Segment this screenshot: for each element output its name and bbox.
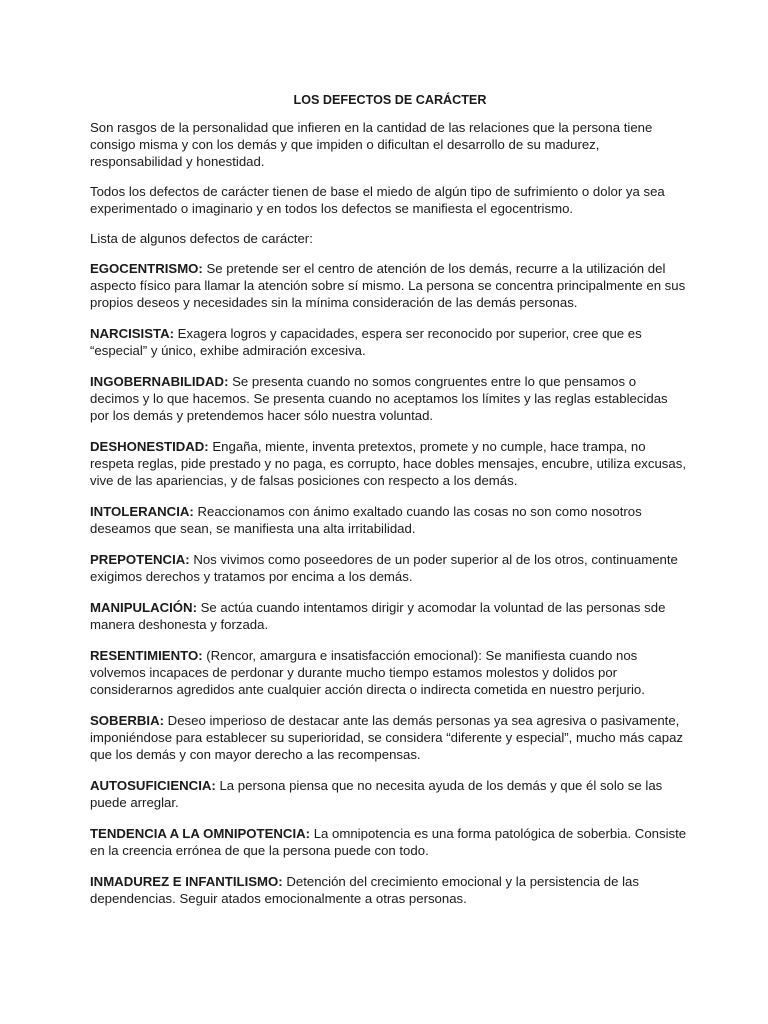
entry-term: INMADUREZ E INFANTILISMO: (90, 874, 283, 889)
intro-paragraph-definition: Son rasgos de la personalidad que infieren en la cantidad de las relaciones que la persona tiene consigo misma y con los demás y que impiden o dificultan el desarrollo de su madurez, responsabilidad y honestidad. (90, 120, 653, 169)
entry-intolerancia (90, 503, 688, 537)
entry-text: Exagera logros y capacidades, espera ser reconocido por superior, cree que es “especial” y único, exhibe admiración excesiva. (90, 326, 642, 358)
entry-autosuficiencia (90, 777, 688, 811)
entry-narcisista (90, 325, 688, 359)
entry-term: RESENTIMIENTO: (90, 648, 203, 663)
entry-term: SOBERBIA: (90, 713, 164, 728)
entry-egocentrismo (90, 260, 688, 311)
entry-term: MANIPULACIÓN: (90, 600, 197, 615)
entry-text: Deseo imperioso de destacar ante las demás personas ya sea agresiva o pasivamente, imponiéndose para establecer su superioridad, se considera “diferente y especial”, mucho más capaz que los demás y con mayor derecho a las recompensas. (90, 713, 684, 762)
entry-prepotencia (90, 551, 688, 585)
entry-text: Nos vivimos como poseedores de un poder superior al de los otros, continuamente exigimos derechos y tratamos por encima a los demás. (90, 552, 678, 584)
entry-text: Engaña, miente, inventa pretextos, promete y no cumple, hace trampa, no respeta reglas, pide prestado y no paga, es corrupto, hace dobles mensajes, encubre, utiliza excusas, vive de las apariencias, y de falsas posiciones con respecto a los demás. (90, 439, 686, 488)
entry-term: NARCISISTA: (90, 326, 175, 341)
entry-text: Se presenta cuando no somos congruentes entre lo que pensamos o decimos y lo que hacemos. Se presenta cuando no aceptamos los límites y las reglas establecidas por los demás y pretendemos hacer sólo nuestra voluntad. (90, 374, 668, 423)
entry-text: Se pretende ser el centro de atención de los demás, recurre a la utilización del aspecto físico para llamar la atención sobre sí mismo. La persona se concentra principalmente en sus propios deseos y necesidades sin la mínima consideración de las demás personas. (90, 261, 686, 310)
entry-term: INGOBERNABILIDAD: (90, 374, 229, 389)
entry-ingobernabilidad (90, 373, 688, 424)
entry-manipulacion (90, 599, 688, 633)
entry-soberbia (90, 712, 688, 763)
entry-deshonestidad (90, 438, 688, 489)
entry-term: INTOLERANCIA: (90, 504, 194, 519)
entry-text: (Rencor, amargura e insatisfacción emocional): Se manifiesta cuando nos volvemos incapaces de perdonar y durante mucho tiempo estamos molestos y dolidos por considerarnos agredidos ante cualquier acción directa o indirecta cometida en nuestro perjurio. (90, 648, 645, 697)
entry-text: Se actúa cuando intentamos dirigir y acomodar la voluntad de las personas sde manera deshonesta y forzada. (90, 600, 666, 632)
entry-text: La omnipotencia es una forma patológica de soberbia. Consiste en la creencia errónea de que la persona puede con todo. (90, 826, 687, 858)
entry-text: Detención del crecimiento emocional y la persistencia de las dependencias. Seguir atados emocionalmente a otras personas. (90, 874, 639, 906)
document-title: LOS DEFECTOS DE CARÁCTER (293, 93, 487, 107)
entry-tendencia-omnipotencia (90, 825, 688, 859)
entry-text: La persona piensa que no necesita ayuda de los demás y que él solo se las puede arreglar. (90, 778, 663, 810)
entry-term: DESHONESTIDAD: (90, 439, 209, 454)
intro-paragraph-origin: Todos los defectos de carácter tienen de base el miedo de algún tipo de sufrimiento o dolor ya sea experimentado o imaginario y en todos los defectos se manifiesta el egocentrismo. (90, 184, 665, 216)
entry-text: Reaccionamos con ánimo exaltado cuando las cosas no son como nosotros deseamos que sean, se manifiesta una alta irritabilidad. (90, 504, 642, 536)
entry-term: AUTOSUFICIENCIA: (90, 778, 216, 793)
entry-term: TENDENCIA A LA OMNIPOTENCIA: (90, 826, 311, 841)
entry-resentimiento (90, 647, 688, 698)
list-heading: Lista de algunos defectos de carácter: (90, 231, 313, 246)
entry-inmadurez-infantilismo (90, 873, 688, 907)
entry-term: PREPOTENCIA: (90, 552, 190, 567)
entry-term: EGOCENTRISMO: (90, 261, 203, 276)
